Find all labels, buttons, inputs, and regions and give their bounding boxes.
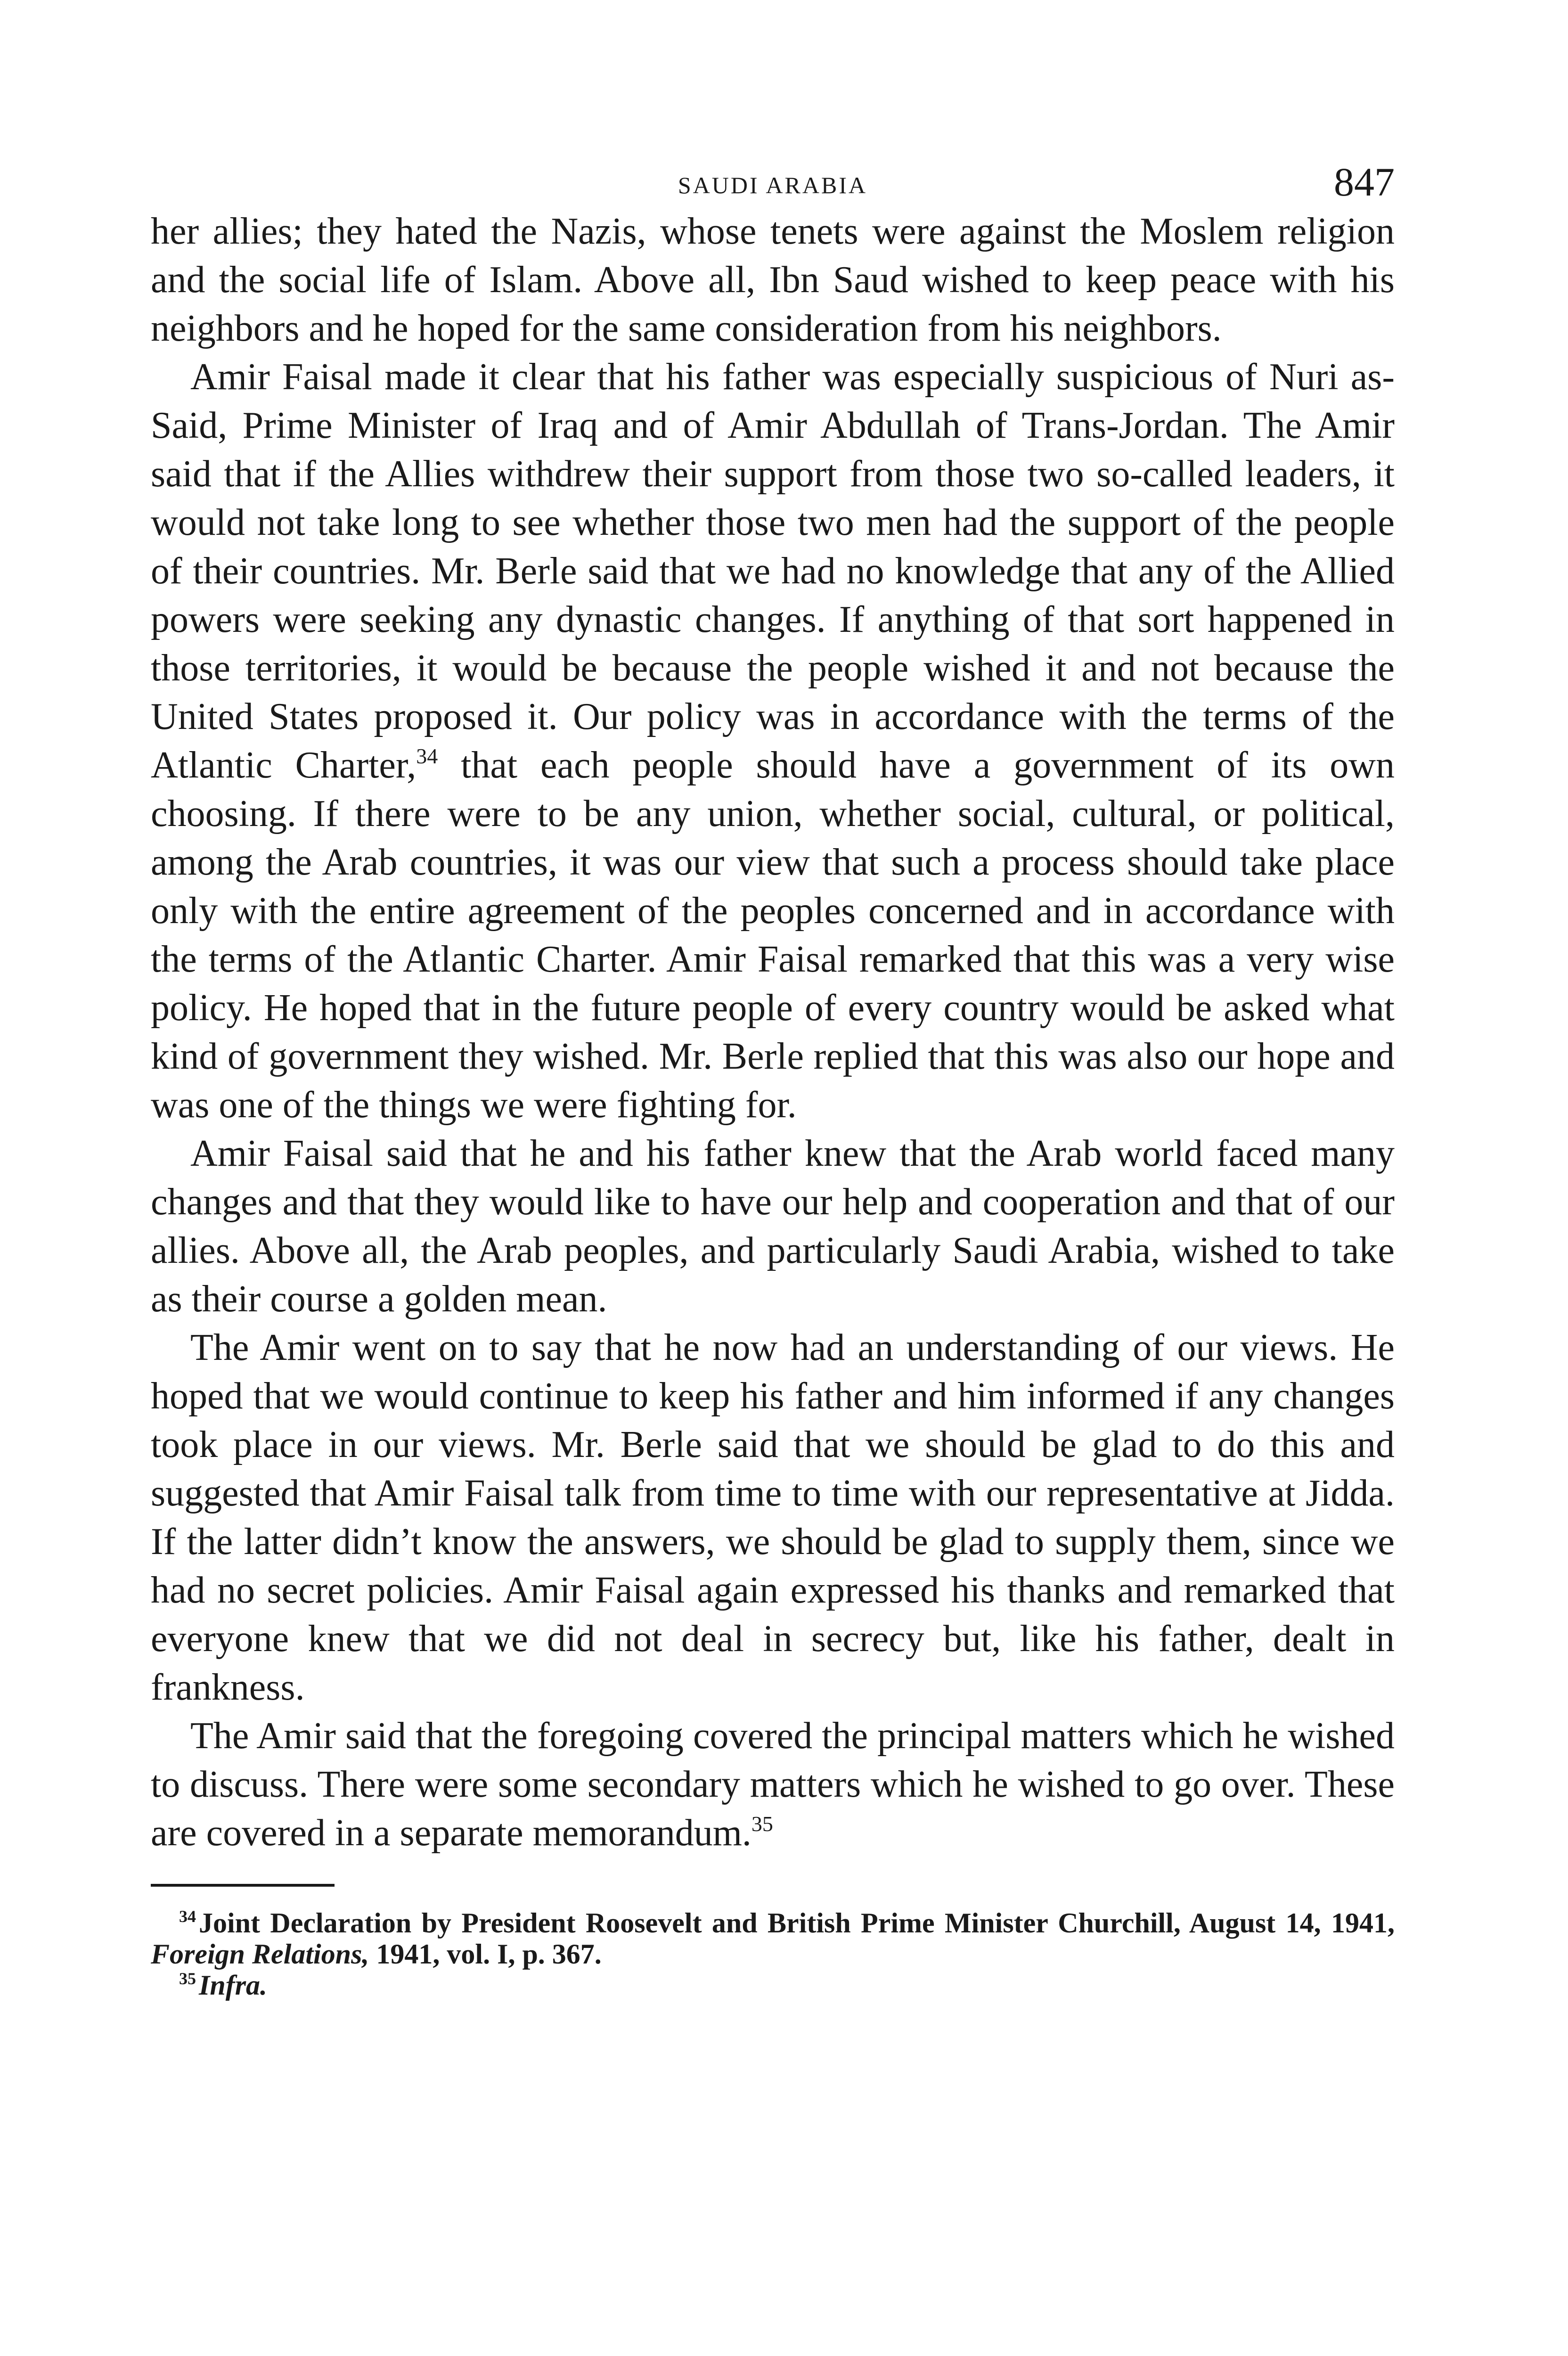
footnote-34-text-a: Joint Declaration by President Roosevelt and British Prime Minister Churchill, August 14, 1941,	[199, 1907, 1395, 1939]
body-text	[151, 207, 1395, 1857]
footnote-35	[151, 1970, 1395, 2001]
footnote-ref-35: 35	[751, 1812, 773, 1836]
footnote-34-mark: 34	[179, 1907, 196, 1926]
footnote-34-text-b: 1941, vol. I, p. 367.	[369, 1939, 602, 1970]
paragraph-2-part-b: that each people should have a government of its own choosing. If there were to be any union, whether social, cultural, or political, among the Arab countries, it was our view that such a process should take place only with the entire agreement of the peoples concerned and in accordance with the terms of the Atlantic Charter. Amir Faisal remarked that this was a very wise policy. He hoped that in the future people of every country would be asked what kind of government they wished. Mr. Berle replied that this was also our hope and was one of the things we were fighting for.	[151, 744, 1395, 1126]
running-head: SAUDI ARABIA	[678, 172, 868, 198]
footnote-ref-34: 34	[416, 744, 438, 768]
page-header	[151, 155, 1395, 207]
footnote-divider	[151, 1884, 335, 1887]
paragraph-5-text: The Amir said that the foregoing covered the principal matters which he wished to discuss. There were some secondary matters which he wished to go over. These are covered in a separate memorandum.	[151, 1715, 1395, 1854]
paragraph-5	[151, 1712, 1395, 1857]
paragraph-4: The Amir went on to say that he now had an understanding of our views. He hoped that we would continue to keep his father and him informed if any changes took place in our views. Mr. Berle said that we should be glad to do this and suggested that Amir Faisal talk from time to time with our representative at Jidda. If the latter didn’t know the answers, we should be glad to supply them, since we had no secret policies. Amir Faisal again expressed his thanks and remarked that everyone knew that we did not deal in secrecy but, like his father, dealt in frankness.	[151, 1327, 1395, 1708]
footnote-35-italic: Infra.	[199, 1970, 268, 2001]
paragraph-1: her allies; they hated the Nazis, whose tenets were against the Moslem religion and the social life of Islam. Above all, Ibn Saud wished to keep peace with his neighbors and he hoped for the same consideration from his neighbors.	[151, 211, 1395, 349]
page-number: 847	[1334, 159, 1395, 205]
footnote-34	[151, 1907, 1395, 1970]
footnote-35-mark: 35	[179, 1969, 196, 1988]
paragraph-2-part-a: Amir Faisal made it clear that his father was especially suspicious of Nuri as-Said, Prime Minister of Iraq and of Amir Abdullah of Trans-Jordan. The Amir said that if the Allies withdrew their support from those two so-called leaders, it would not take long to see whether those two men had the support of the people of their countries. Mr. Berle said that we had no knowledge that any of the Allied powers were seeking any dynastic changes. If anything of that sort happened in those territories, it would be because the people wished it and not because the United States proposed it. Our policy was in accordance with the terms of the Atlantic Charter,	[151, 356, 1395, 786]
footnotes	[151, 1907, 1395, 2001]
paragraph-3: Amir Faisal said that he and his father knew that the Arab world faced many changes and that they would like to have our help and cooperation and that of our allies. Above all, the Arab peoples, and particularly Saudi Arabia, wished to take as their course a golden mean.	[151, 1133, 1395, 1320]
footnote-34-italic: Foreign Relations,	[151, 1939, 369, 1970]
paragraph-2	[151, 353, 1395, 1129]
document-page	[151, 155, 1395, 2001]
